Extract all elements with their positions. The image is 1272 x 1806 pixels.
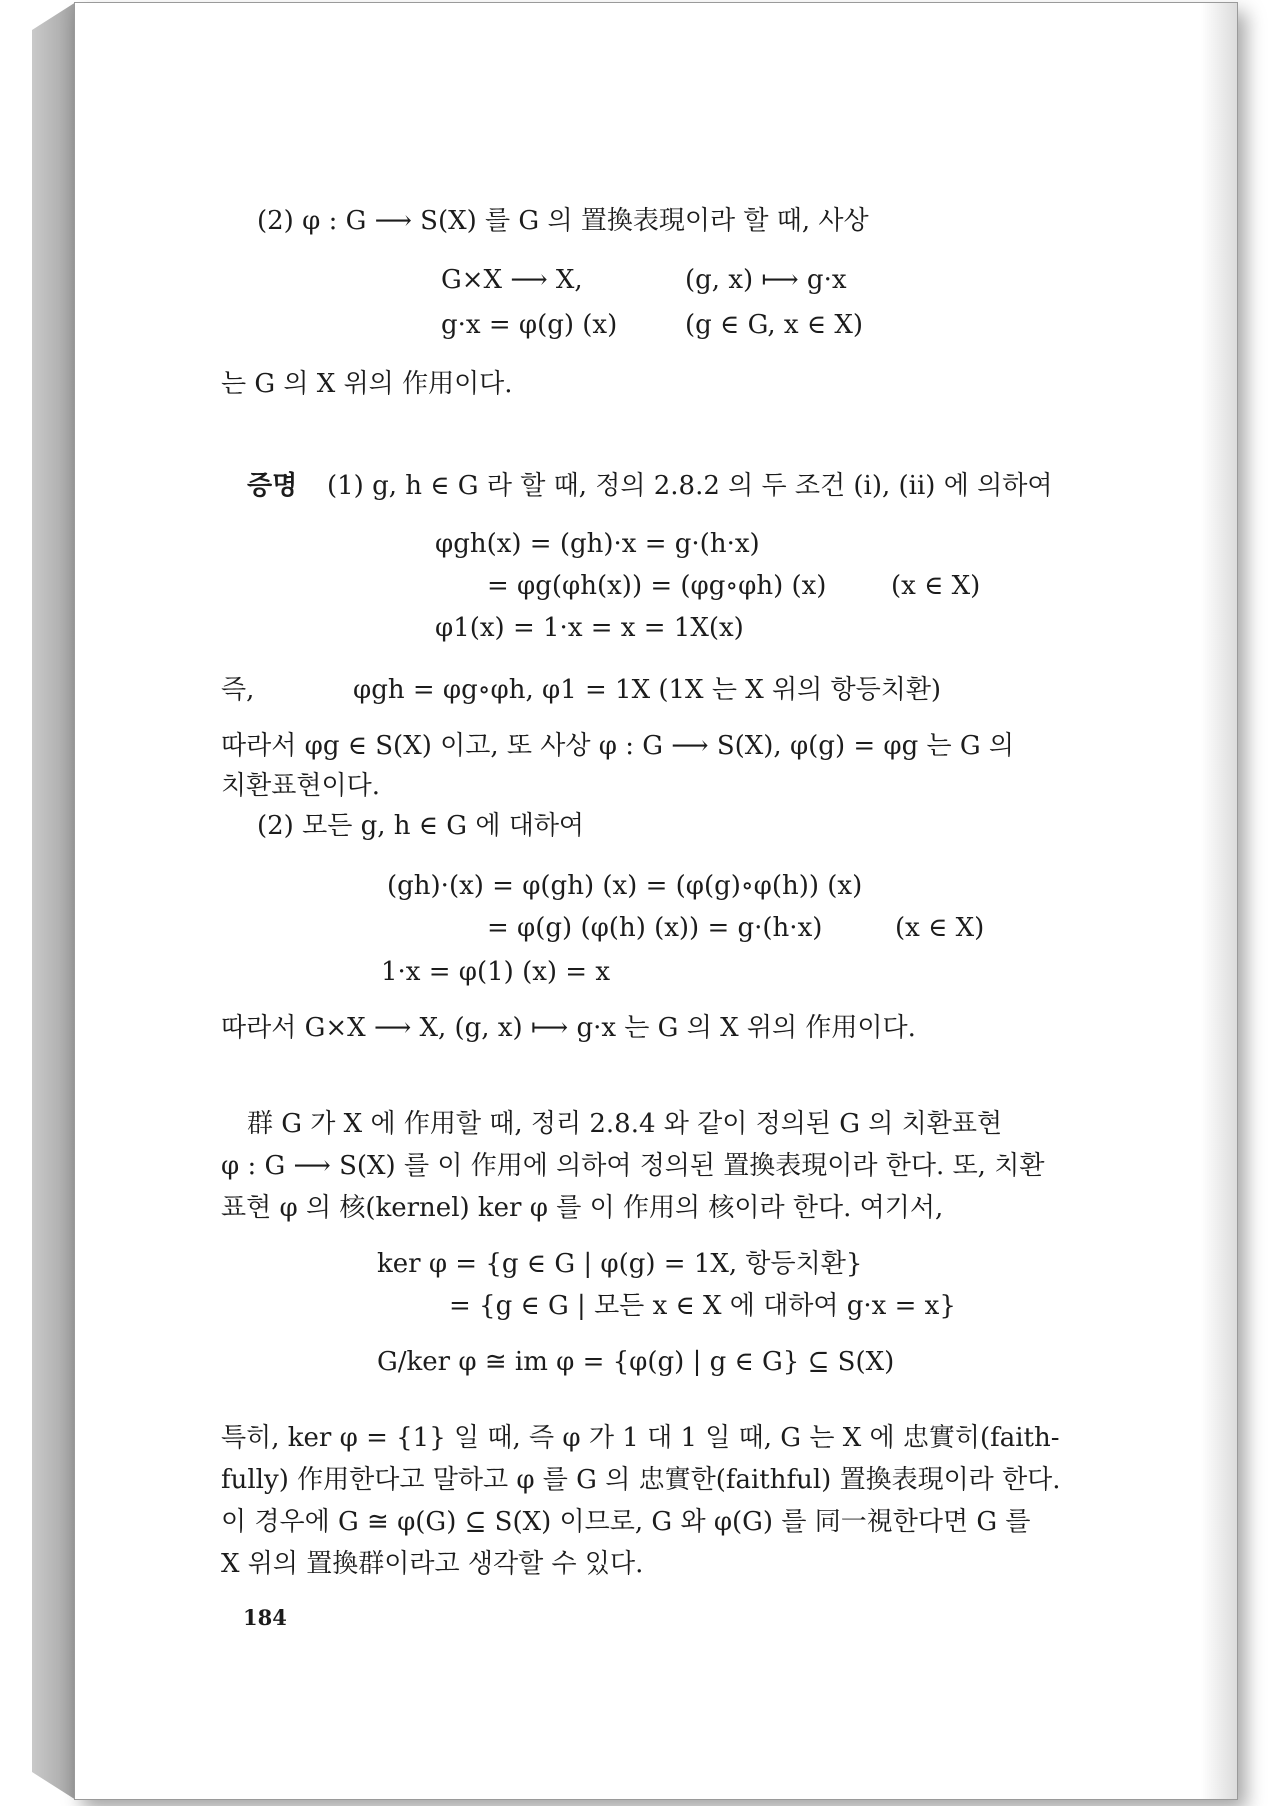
math-line: = φ(g) (φ(h) (x)) = g·(h·x) xyxy=(487,913,823,943)
math-line: φgh(x) = (gh)·x = g·(h·x) xyxy=(435,529,760,559)
text-line: 따라서 G×X ⟶ X, (g, x) ⟼ g·x 는 G 의 X 위의 作用이다. xyxy=(221,1013,916,1043)
text-line: 특히, ker φ = {1} 일 때, 즉 φ 가 1 대 1 일 때, G 는 X 에 忠實히(faith- xyxy=(221,1423,1060,1453)
text-line: 群 G 가 X 에 作用할 때, 정리 2.8.4 와 같이 정의된 G 의 치환표현 xyxy=(247,1109,1003,1139)
page-edge-shadow xyxy=(1201,3,1237,1799)
math-line: g·x = φ(g) (x) xyxy=(441,310,618,340)
text-line: (2) φ : G ⟶ S(X) 를 G 의 置換表現이라 할 때, 사상 xyxy=(257,206,869,236)
math-line: = φg(φh(x)) = (φg∘φh) (x) xyxy=(487,571,827,601)
text-line: fully) 作用한다고 말하고 φ 를 G 의 忠實한(faithful) 置換表現이라 한다. xyxy=(221,1465,1061,1495)
math-line: (x ∈ X) xyxy=(891,571,981,601)
math-line: (x ∈ X) xyxy=(895,913,985,943)
text-line: φ : G ⟶ S(X) 를 이 作用에 의하여 정의된 置換表現이라 한다. 또, 치환 xyxy=(221,1151,1045,1181)
math-line: φ1(x) = 1·x = x = 1X(x) xyxy=(435,613,744,643)
text-line: 표현 φ 의 核(kernel) ker φ 를 이 作用의 核이라 한다. 여기서, xyxy=(221,1193,944,1223)
math-line: φgh = φg∘φh, φ1 = 1X (1X 는 X 위의 항등치환) xyxy=(353,675,942,705)
math-line: 1·x = φ(1) (x) = x xyxy=(381,957,611,987)
math-line: G/ker φ ≅ im φ = {φ(g) | g ∈ G} ⊆ S(X) xyxy=(377,1347,895,1377)
namely-label: 즉, xyxy=(221,675,255,705)
math-line: (gh)·(x) = φ(gh) (x) = (φ(g)∘φ(h)) (x) xyxy=(387,871,863,901)
book-page xyxy=(74,2,1238,1800)
text-line: 이 경우에 G ≅ φ(G) ⊆ S(X) 이므로, G 와 φ(G) 를 同一視한다면 G 를 xyxy=(221,1507,1031,1537)
math-line: = {g ∈ G | 모든 x ∈ X 에 대하여 g·x = x} xyxy=(449,1291,956,1321)
page-number: 184 xyxy=(243,1605,287,1630)
proof-label: 증명 xyxy=(247,471,298,501)
math-line: (g, x) ⟼ g·x xyxy=(685,265,847,295)
book-spine-edge xyxy=(32,2,76,1800)
math-line: (g ∈ G, x ∈ X) xyxy=(685,310,864,340)
text-line: (1) g, h ∈ G 라 할 때, 정의 2.8.2 의 두 조건 (i), (ii) 에 의하여 xyxy=(327,471,1053,501)
text-line: 는 G 의 X 위의 作用이다. xyxy=(221,369,513,399)
text-line: (2) 모든 g, h ∈ G 에 대하여 xyxy=(257,811,585,841)
math-line: G×X ⟶ X, xyxy=(441,265,583,295)
math-line: ker φ = {g ∈ G | φ(g) = 1X, 항등치환} xyxy=(377,1249,863,1279)
text-line: 치환표현이다. xyxy=(221,771,380,801)
text-line: X 위의 置換群이라고 생각할 수 있다. xyxy=(221,1549,644,1579)
text-line: 따라서 φg ∈ S(X) 이고, 또 사상 φ : G ⟶ S(X), φ(g) = φg 는 G 의 xyxy=(221,731,1015,761)
